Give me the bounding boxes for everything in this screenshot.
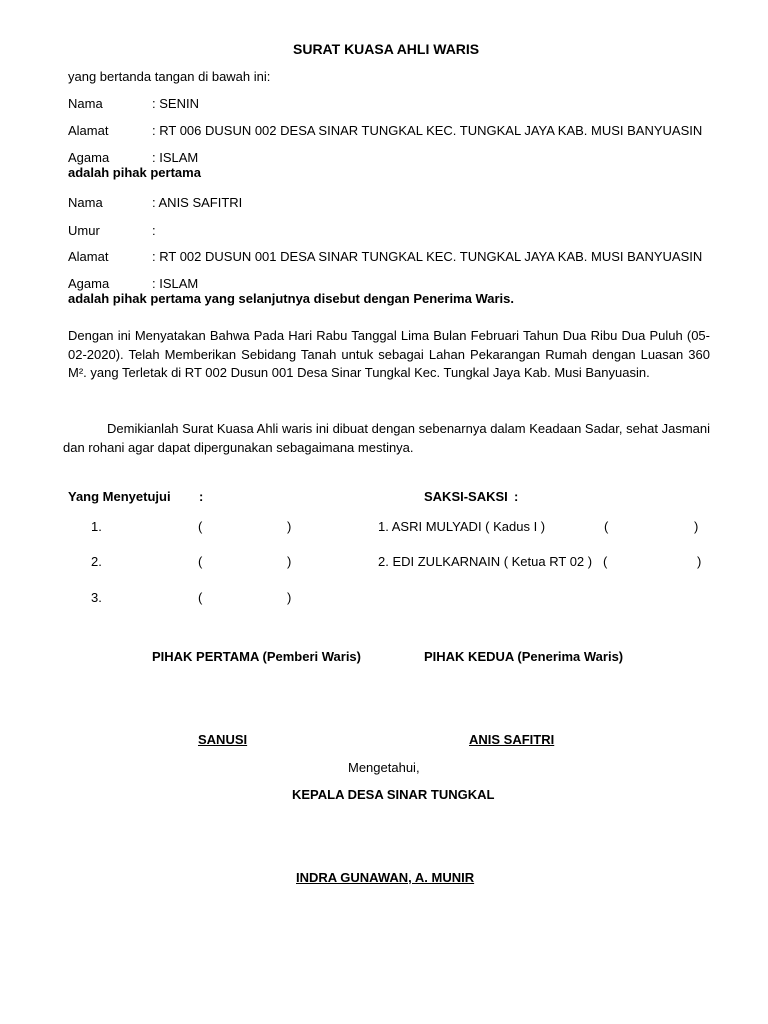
approver-bracket-open: ( [198,590,203,605]
second-party-address-label: Alamat [68,249,109,264]
witness-name: 2. EDI ZULKARNAIN ( Ketua RT 02 ) [378,554,593,569]
approver-bracket-close: ) [287,519,292,534]
first-party-address-label: Alamat [68,123,109,138]
first-party-signature-name: SANUSI [198,732,248,747]
approver-bracket-close: ) [287,590,292,605]
approver-number: 1. [91,519,102,534]
witness-bracket-open: ( [604,519,609,534]
first-party-signature-title: PIHAK PERTAMA (Pemberi Waris) [152,649,361,664]
approvers-label: Yang Menyetujui [68,489,171,504]
approver-bracket-close: ) [287,554,292,569]
second-party-name-value: : ANIS SAFITRI [152,195,243,210]
first-party-statement: adalah pihak pertama [68,165,201,180]
document-title: SURAT KUASA AHLI WARIS [293,41,480,57]
approver-bracket-open: ( [198,554,203,569]
first-party-address-value: : RT 006 DUSUN 002 DESA SINAR TUNGKAL KEC. TUNGKAL JAYA KAB. MUSI BANYUASIN [152,123,703,138]
second-party-age-value: : [152,223,156,238]
second-party-address-value: : RT 002 DUSUN 001 DESA SINAR TUNGKAL KEC. TUNGKAL JAYA KAB. MUSI BANYUASIN [152,249,703,264]
second-party-age-label: Umur [68,223,100,238]
second-party-signature-title: PIHAK KEDUA (Penerima Waris) [424,649,624,664]
witness-name: 1. ASRI MULYADI ( Kadus I ) [378,519,546,534]
second-party-name-label: Nama [68,195,103,210]
witness-bracket-close: ) [694,519,699,534]
village-head-title: KEPALA DESA SINAR TUNGKAL [292,787,495,802]
approvers-colon: : [199,489,204,504]
second-party-signature-name: ANIS SAFITRI [469,732,555,747]
acknowledged-text: Mengetahui, [348,760,420,775]
intro-text: yang bertanda tangan di bawah ini: [68,69,271,84]
second-party-religion-value: : ISLAM [152,276,199,291]
first-party-religion-value: : ISLAM [152,150,199,165]
second-party-religion-label: Agama [68,276,110,291]
second-party-statement: adalah pihak pertama yang selanjutnya disebut dengan Penerima Waris. [68,291,514,306]
village-head-name: INDRA GUNAWAN, A. MUNIR [296,870,475,885]
witnesses-label: SAKSI-SAKSI [424,489,508,504]
witness-bracket-close: ) [697,554,702,569]
first-party-name-value: : SENIN [152,96,199,111]
first-party-name-label: Nama [68,96,103,111]
approver-number: 3. [91,590,102,605]
witness-bracket-open: ( [603,554,608,569]
body-paragraph: Dengan ini Menyatakan Bahwa Pada Hari Rabu Tanggal Lima Bulan Februari Tahun Dua Ribu Dua Puluh (05-02-2020). Telah Memberikan Sebidang Tanah untuk sebagai Lahan Pekarangan Rumah dengan Luasan 360 M². yang Terletak di RT 002 Dusun 001 Desa Sinar Tungkal Kec. Tungkal Jaya Kab. Musi Banyuasin. [68,328,710,380]
witnesses-colon: : [514,489,519,504]
first-party-religion-label: Agama [68,150,110,165]
approver-number: 2. [91,554,102,569]
approver-bracket-open: ( [198,519,203,534]
closing-paragraph: Demikianlah Surat Kuasa Ahli waris ini dibuat dengan sebenarnya dalam Keadaan Sadar, sehat Jasmani dan rohani agar dapat dipergunakan sebagaimana mestinya. [63,421,710,455]
